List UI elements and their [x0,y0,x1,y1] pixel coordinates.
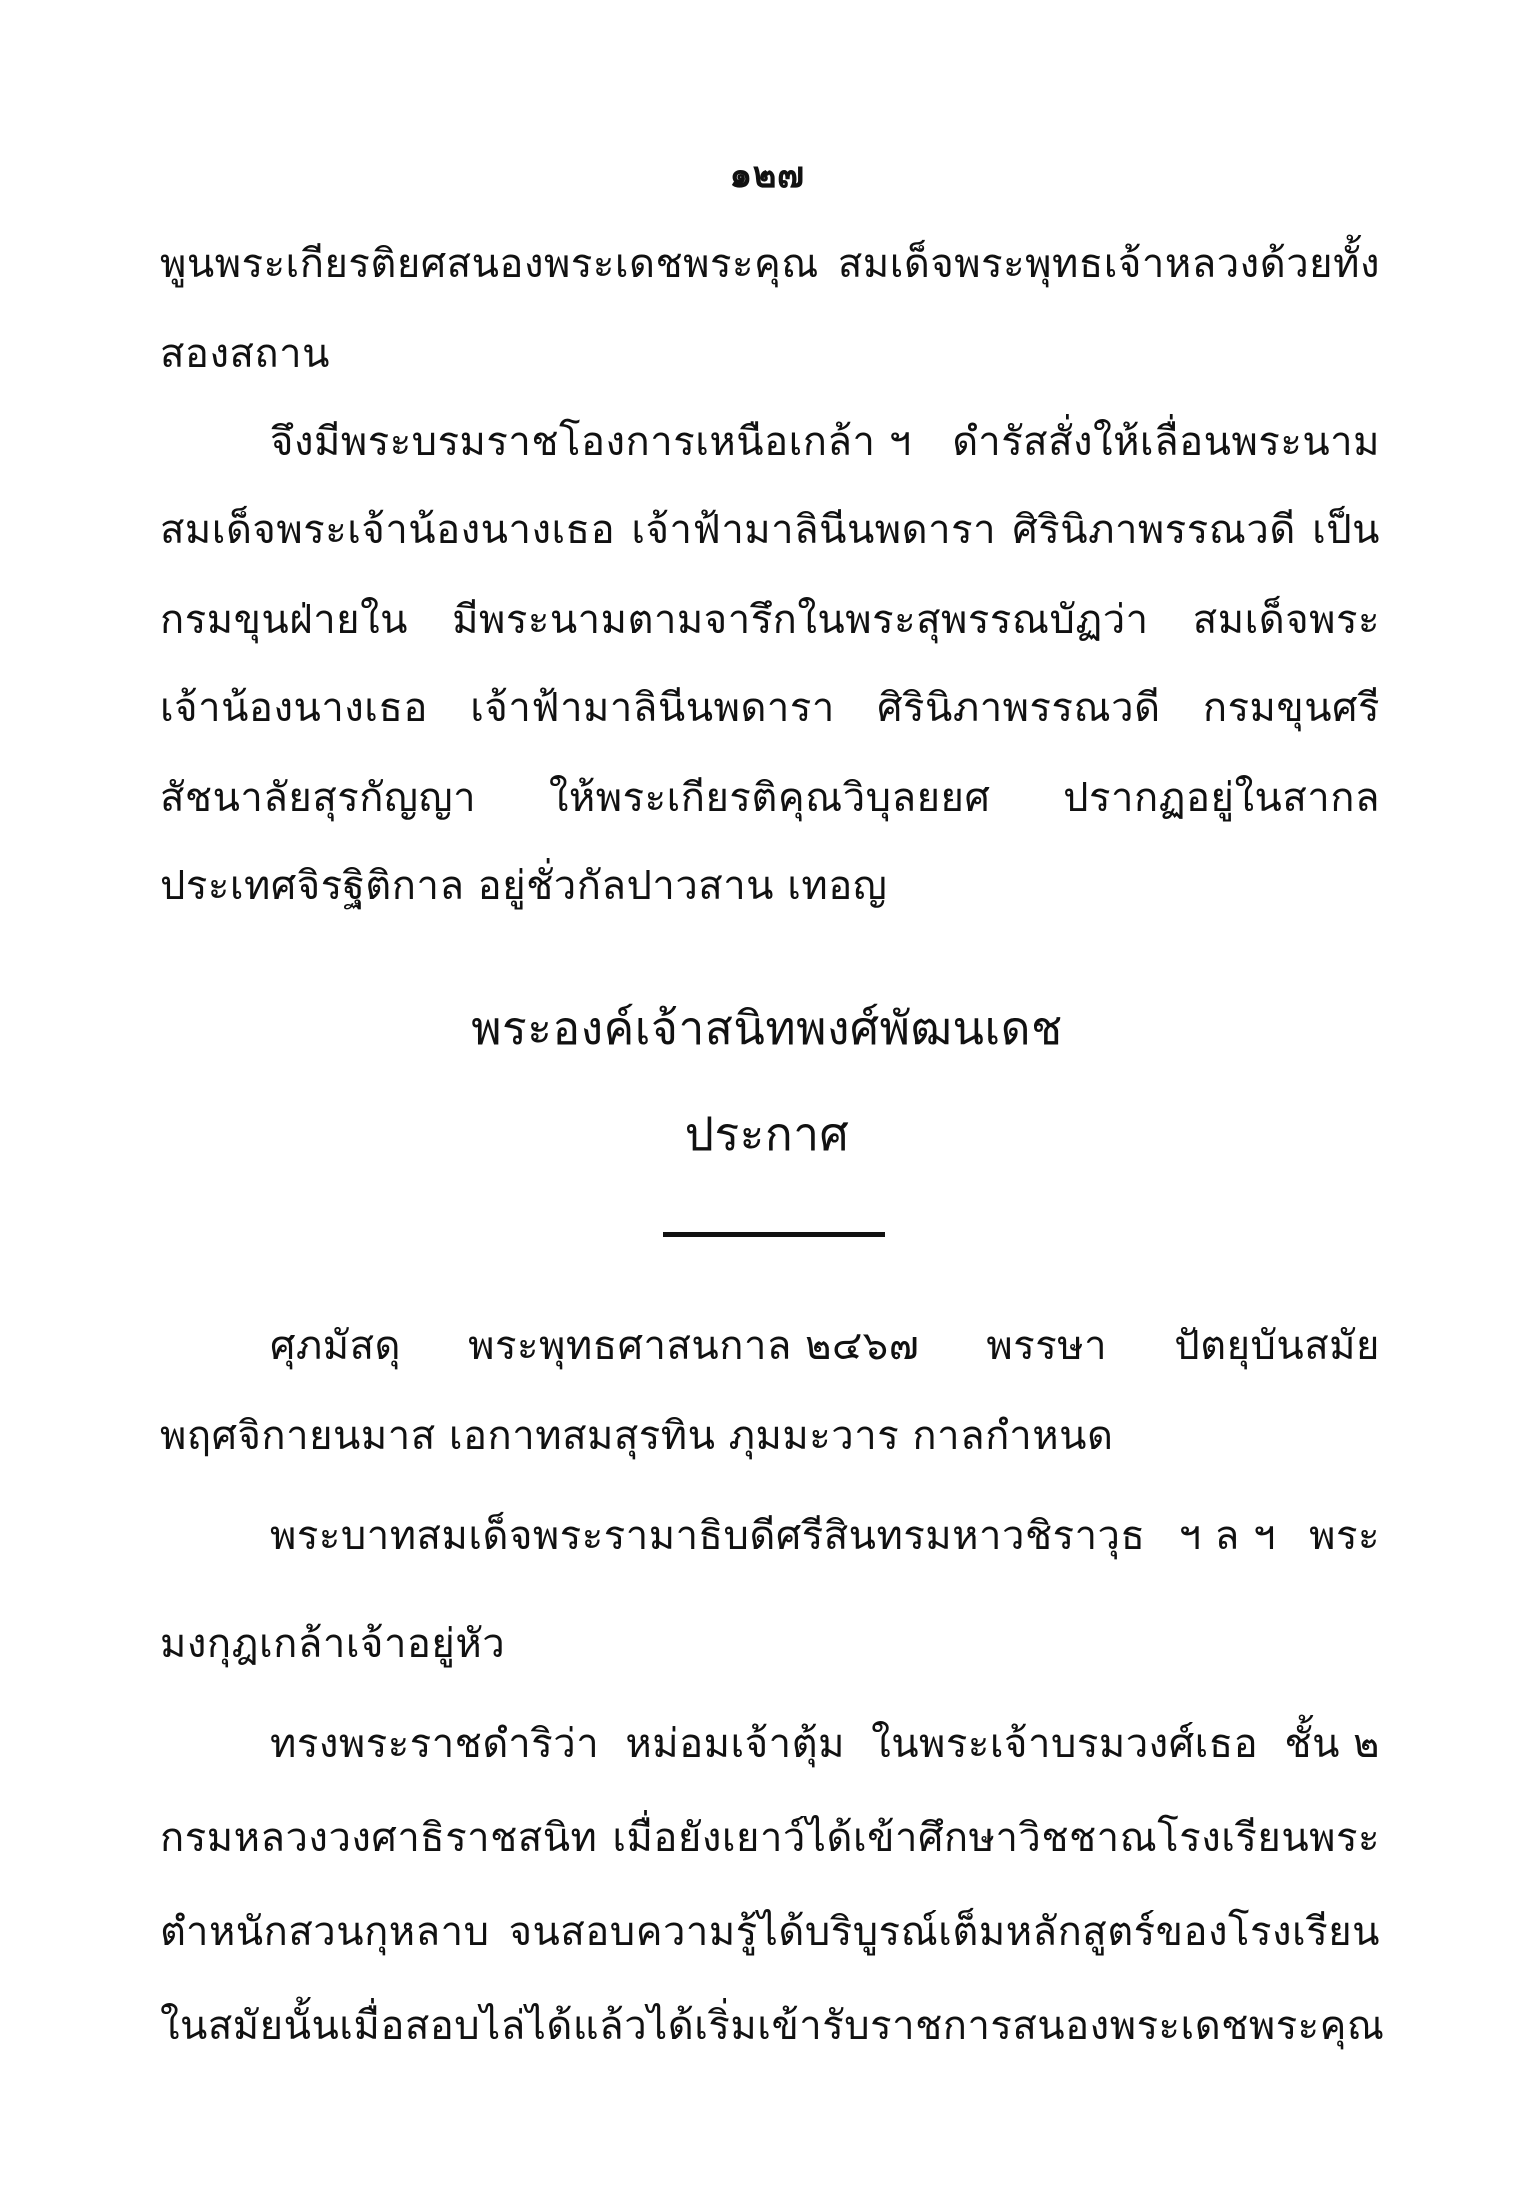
text-segment: พระพุทธศาสนกาล ๒๔๖๗ [468,1323,920,1369]
text-line: ประเทศจิรฐิติกาล อยู่ชั่วกัลปาวสาน เทอญ [160,863,888,909]
text-segment: ตำหนักสวนกุหลาบ [160,1909,490,1955]
text-segment: ปรากฏอยู่ในสากล [1063,775,1380,821]
text-line: มงกุฎเกล้าเจ้าอยู่หัว [160,1621,506,1667]
text-segment: ฯ ล ฯ [1178,1513,1276,1559]
text-segment: เป็น [1312,507,1380,553]
text-segment: ในพระเจ้าบรมวงศ์เธอ [871,1721,1259,1767]
heading-name: พระองค์เจ้าสนิทพงศ์พัฒนเดช [471,1001,1063,1055]
text-segment: ในสมัยนั้น [160,2003,340,2049]
text-segment: ได้เริ่มเข้ารับราชการสนองพระเดชพระคุณ [647,2003,1385,2049]
text-line [270,1716,1380,1772]
text-segment: จึงมีพระบรมราชโองการเหนือเกล้า ฯ [270,419,912,465]
text-segment: สมเด็จพระพุทธเจ้าหลวงด้วยทั้ง [837,241,1380,287]
text-segment: พูนพระเกียรติยศสนองพระเดชพระคุณ [160,241,819,287]
text-line [160,770,1380,826]
text-line [270,414,1380,470]
text-segment: พระ [1309,1513,1380,1559]
text-segment: ดำรัสสั่งให้เลื่อนพระนาม [952,419,1380,465]
text-segment: เจ้าน้องนางเธอ [160,685,428,731]
text-segment: สมเด็จพระ [1192,597,1380,643]
text-segment: เมื่อสอบไล่ได้แล้ว [339,2003,648,2049]
text-segment: เมื่อยังเยาว์ได้เข้าศึกษาวิชชาณโรงเรียนพระ [612,1815,1380,1861]
text-line: พฤศจิกายนมาส เอกาทสมสุรทิน ภุมมะวาร กาลกำหนด [160,1413,1114,1459]
text-segment: กรมขุนศรี [1202,685,1380,731]
text-segment: มีพระนามตามจารึกในพระสุพรรณบัฏว่า [452,597,1149,643]
page-number: ๑๒๗ [729,155,805,196]
text-segment: ชั้น ๒ [1284,1721,1380,1767]
text-segment: จนสอบความรู้ได้บริบูรณ์เต็มหลักสูตร์ของโรงเรียน [508,1909,1380,1955]
text-segment: ทรงพระราชดำริว่า [270,1721,600,1767]
text-line [160,592,1380,648]
text-line [270,1508,1380,1564]
text-segment: ศิรินิภาพรรณวดี [877,685,1161,731]
text-segment: ปัตยุบันสมัย [1174,1323,1380,1369]
text-segment: ศิรินิภาพรรณวดี [1012,507,1296,553]
heading-title: ประกาศ [684,1107,850,1161]
text-segment: กรมขุนฝ่ายใน [160,597,408,643]
text-segment: สมเด็จพระเจ้าน้องนางเธอ [160,507,616,553]
text-segment: เจ้าฟ้ามาลินีนพดารา [631,507,997,553]
text-segment: พระบาทสมเด็จพระรามาธิบดีศรีสินทรมหาวชิราวุธ [270,1513,1146,1559]
text-line [160,1810,1380,1866]
heading-rule [663,1232,885,1237]
text-line [270,1318,1380,1374]
text-segment: สัชนาลัยสุรกัญญา [160,775,477,821]
text-segment: ศุภมัสดุ [270,1323,402,1369]
text-segment: พรรษา [986,1323,1108,1369]
text-segment: หม่อมเจ้าตุ้ม [625,1721,845,1767]
text-segment: กรมหลวงวงศาธิราชสนิท [160,1815,598,1861]
text-segment: เจ้าฟ้ามาลินีนพดารา [470,685,835,731]
text-line [160,1998,1385,2054]
text-line [160,680,1380,736]
text-line [160,502,1380,558]
text-segment: ให้พระเกียรติคุณวิบุลยยศ [548,775,991,821]
text-line: สองสถาน [160,331,330,377]
text-line [160,1904,1380,1960]
text-line [160,236,1380,292]
